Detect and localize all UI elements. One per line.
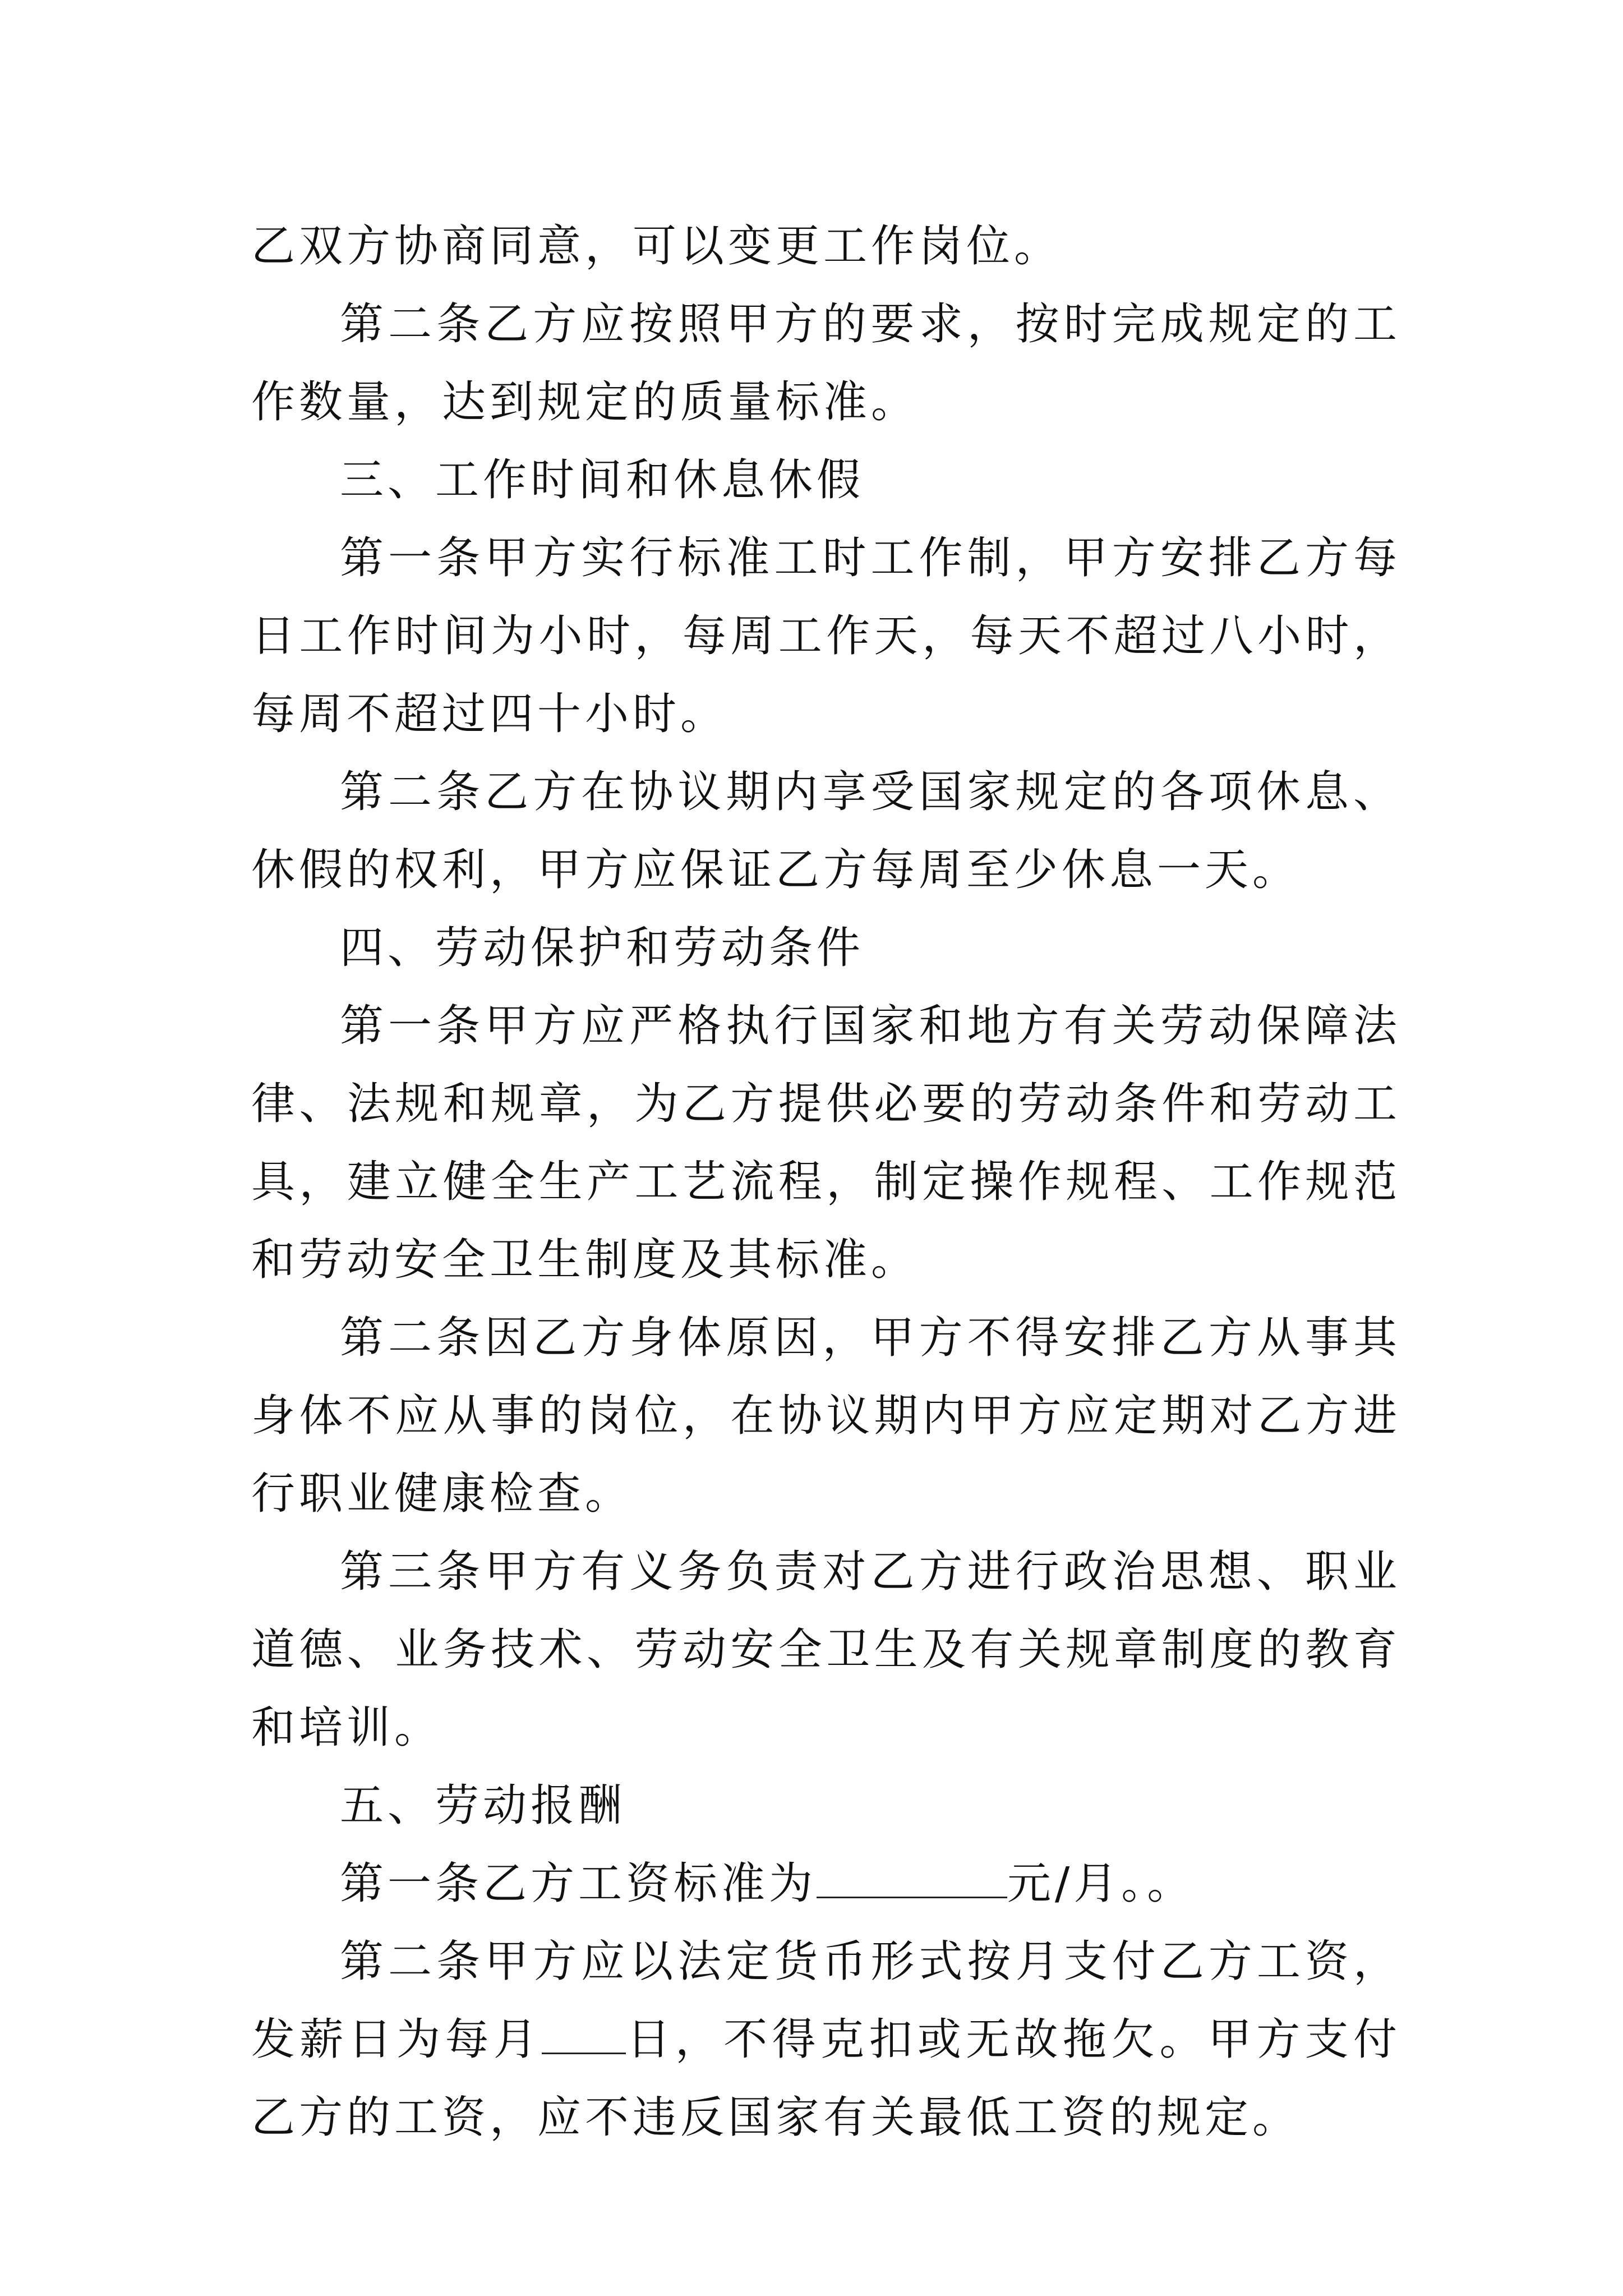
payday-clause-text: 第二条甲方应以法定货币形式按月支付乙方工资，发薪日为每月 [251,1936,1401,2065]
salary-clause [251,1845,1401,1923]
paragraph-continuation: 乙双方协商同意，可以变更工作岗位。 [251,221,1062,272]
document-body [251,208,1401,2157]
payday-clause-rest: 日，不得克扣或无故拖欠。甲方支付乙方的工资，应不违反国家有关最低工资的规定。 [251,2014,1401,2143]
salary-blank [817,1857,1007,1898]
section-heading: 三、工作时间和休息休假 [340,455,865,505]
clause-paragraph: 第三条甲方有义务负责对乙方进行政治思想、职业道德、业务技术、劳动安全卫生及有关规章制度的教育和培训。 [251,1547,1401,1753]
clause-paragraph: 第二条乙方在协议期内享受国家规定的各项休息、休假的权利，甲方应保证乙方每周至少休息一天。 [251,767,1401,895]
clause-paragraph: 第二条乙方应按照甲方的要求，按时完成规定的工作数量，达到规定的质量标准。 [251,299,1401,427]
payday-blank [542,2013,626,2054]
salary-clause-text: 第一条乙方工资标准为 [340,1858,817,1909]
section-heading: 五、劳动报酬 [340,1780,626,1831]
clause-paragraph: 第一条甲方应严格执行国家和地方有关劳动保障法律、法规和规章，为乙方提供必要的劳动条件和劳动工具，建立健全生产工艺流程，制定操作规程、工作规范和劳动安全卫生制度及其标准。 [251,1001,1401,1285]
section-heading: 四、劳动保护和劳动条件 [340,923,865,973]
clause-paragraph: 第二条因乙方身体原因，甲方不得安排乙方从事其身体不应从事的岗位，在协议期内甲方应定期对乙方进行职业健康检查。 [251,1313,1401,1519]
payday-clause [251,1923,1401,2157]
salary-clause-unit: 元/月。。 [1007,1858,1195,1909]
clause-paragraph: 第一条甲方实行标准工时工作制，甲方安排乙方每日工作时间为小时，每周工作天，每天不超过八小时，每周不超过四十小时。 [251,533,1401,739]
